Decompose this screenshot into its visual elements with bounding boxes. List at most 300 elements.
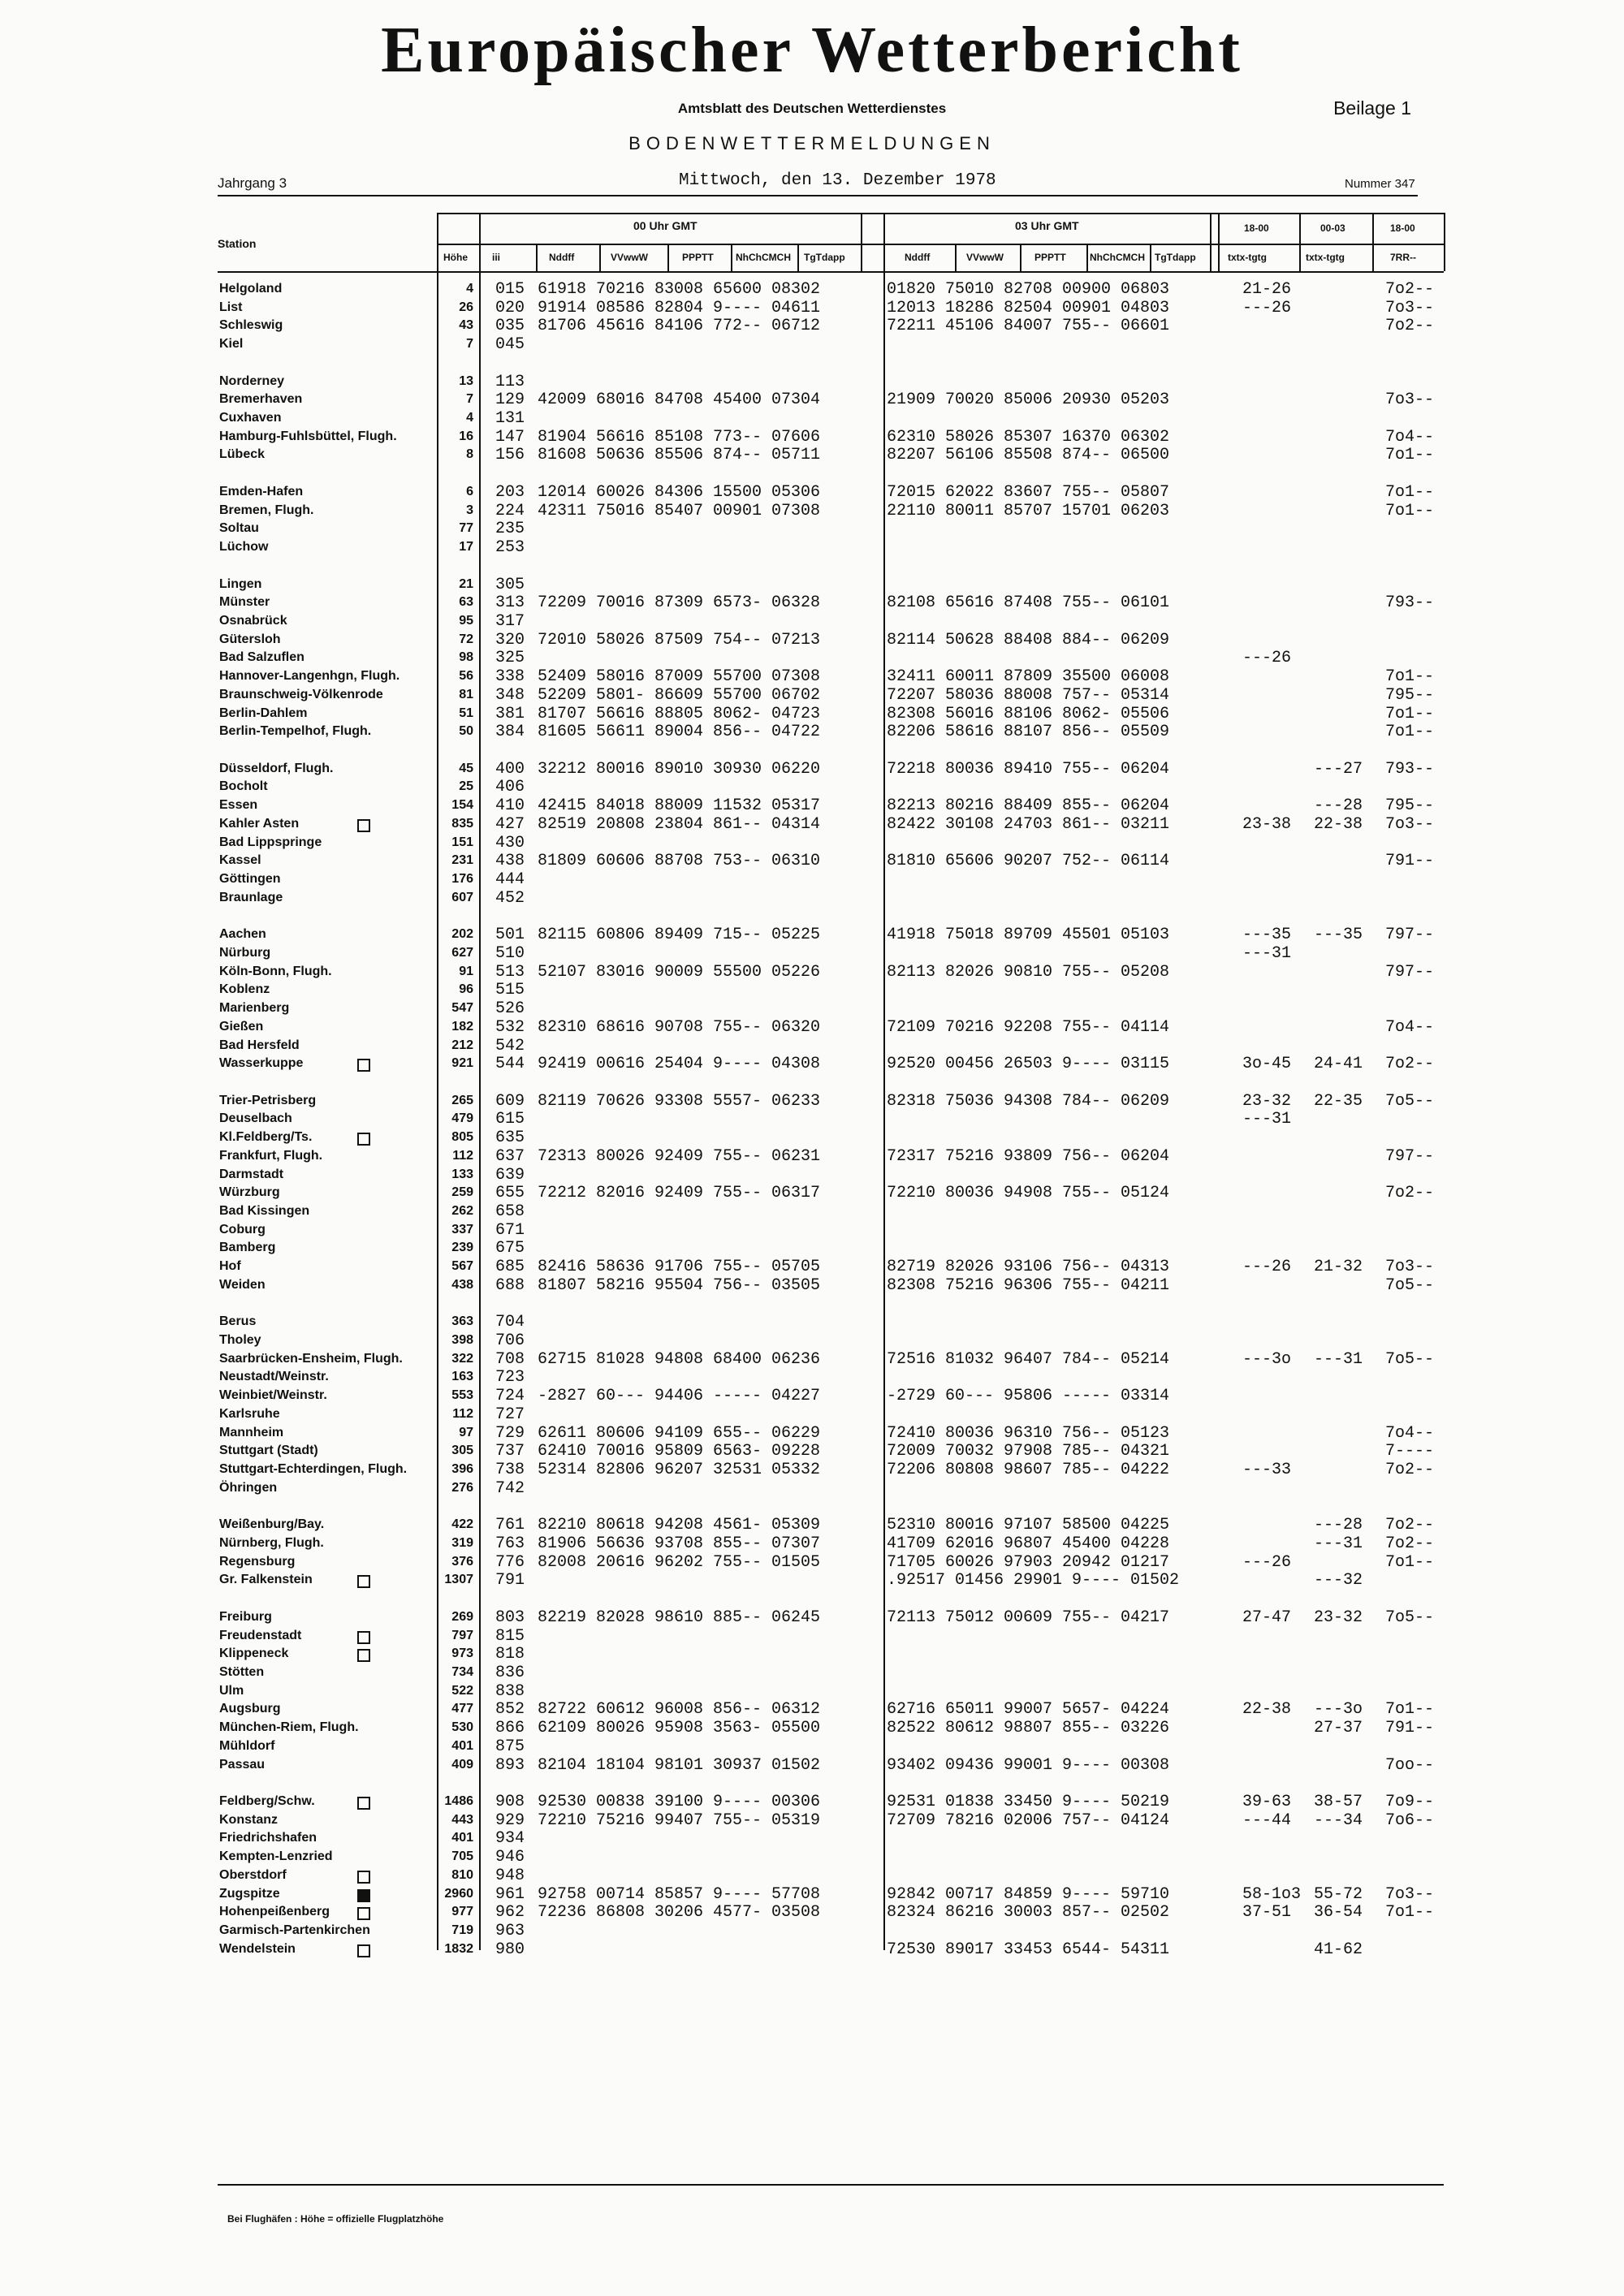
station-name: Berlin-Dahlem bbox=[219, 706, 308, 720]
txtg-18-00: ---31 bbox=[1242, 943, 1292, 963]
station-height: 112 bbox=[452, 1406, 473, 1421]
station-height: 376 bbox=[451, 1554, 473, 1569]
obs-03: 93402 09436 99001 9---- 00308 bbox=[887, 1755, 1170, 1775]
txtg-18-00: 23-38 bbox=[1242, 814, 1292, 834]
txtg-18-00: ---3o bbox=[1242, 1349, 1292, 1369]
obs-03: 72317 75216 93809 756-- 06204 bbox=[887, 1146, 1170, 1166]
station-iii: 020 bbox=[495, 298, 525, 317]
station-name: Koblenz bbox=[219, 982, 270, 997]
obs-03: 72210 80036 94908 755-- 05124 bbox=[887, 1184, 1170, 1203]
obs-00: 72236 86808 30206 4577- 03508 bbox=[538, 1903, 821, 1923]
station-height: 719 bbox=[451, 1923, 473, 1938]
station-iii: 348 bbox=[495, 685, 525, 705]
rr-18-00: 7o5-- bbox=[1385, 1275, 1435, 1295]
hoehe-header: Höhe bbox=[443, 252, 468, 263]
station-name: Wasserkuppe bbox=[219, 1056, 304, 1071]
station-height: 51 bbox=[459, 706, 473, 720]
station-name: Bad Hersfeld bbox=[219, 1038, 300, 1052]
station-name: Bocholt bbox=[219, 779, 268, 794]
rr-18-00: 7o1-- bbox=[1385, 704, 1435, 723]
rr-18-00: 791-- bbox=[1385, 852, 1435, 871]
mountain-station-marker bbox=[357, 1907, 370, 1920]
station-name: Gießen bbox=[219, 1019, 264, 1034]
rr-18-00: 791-- bbox=[1385, 1719, 1435, 1738]
station-iii: 866 bbox=[495, 1719, 525, 1738]
obs-03: 82113 82026 90810 755-- 05208 bbox=[887, 962, 1170, 982]
station-iii: 875 bbox=[495, 1737, 525, 1756]
station-iii: 946 bbox=[495, 1848, 525, 1867]
obs-00: 82210 80618 94208 4561- 05309 bbox=[538, 1516, 821, 1535]
obs-00: 12014 60026 84306 15500 05306 bbox=[538, 482, 821, 502]
station-height: 63 bbox=[459, 595, 473, 610]
station-height: 734 bbox=[451, 1665, 473, 1679]
obs-03: 72218 80036 89410 755-- 06204 bbox=[887, 759, 1170, 779]
group-00-header: 00 Uhr GMT bbox=[633, 219, 698, 232]
station-name: Oberstdorf bbox=[219, 1867, 287, 1882]
col-rule bbox=[1020, 244, 1021, 271]
station-height: 1486 bbox=[444, 1794, 473, 1809]
obs-03: 72530 89017 33453 6544- 54311 bbox=[887, 1940, 1170, 1959]
station-height: 17 bbox=[459, 540, 473, 555]
station-name: Berlin-Tempelhof, Flugh. bbox=[219, 724, 372, 739]
station-name: Braunschweig-Völkenrode bbox=[219, 687, 383, 701]
station-name: Öhringen bbox=[219, 1480, 278, 1495]
station-iii: 737 bbox=[495, 1442, 525, 1461]
txtg-18-00: ---35 bbox=[1242, 926, 1292, 945]
station-iii: 961 bbox=[495, 1884, 525, 1904]
station-height: 112 bbox=[452, 1148, 473, 1163]
obs-03: 82308 75216 96306 755-- 04211 bbox=[887, 1275, 1170, 1295]
obs-00: 72210 75216 99407 755-- 05319 bbox=[538, 1810, 821, 1830]
txtg-00-03: 24-41 bbox=[1314, 1055, 1363, 1074]
col-header: PPPTT bbox=[682, 252, 714, 263]
station-name: Kiel bbox=[219, 337, 244, 352]
station-name: Bremerhaven bbox=[219, 392, 303, 407]
extra-col-rule-2 bbox=[1372, 213, 1374, 271]
station-name: Stuttgart (Stadt) bbox=[219, 1444, 318, 1458]
obs-00: 62410 70016 95809 6563- 09228 bbox=[538, 1442, 821, 1461]
station-height: 21 bbox=[459, 576, 473, 591]
obs-03: 62716 65011 99007 5657- 04224 bbox=[887, 1700, 1170, 1720]
station-iii: 671 bbox=[495, 1220, 525, 1240]
station-iii: 637 bbox=[495, 1146, 525, 1166]
obs-03: 82522 80612 98807 855-- 03226 bbox=[887, 1719, 1170, 1738]
obs-00: 82416 58636 91706 755-- 05705 bbox=[538, 1258, 821, 1277]
station-iii: 615 bbox=[495, 1110, 525, 1129]
txtg-00-03: 36-54 bbox=[1314, 1903, 1363, 1923]
txtg-18-00: 23-32 bbox=[1242, 1091, 1292, 1111]
station-height: 98 bbox=[459, 650, 473, 665]
rr-18-00: 7o1-- bbox=[1385, 501, 1435, 520]
station-iii: 253 bbox=[495, 538, 525, 558]
station-name: Mannheim bbox=[219, 1425, 284, 1439]
station-height: 522 bbox=[451, 1683, 473, 1698]
station-iii: 704 bbox=[495, 1313, 525, 1332]
station-iii: 320 bbox=[495, 630, 525, 650]
station-name: Aachen bbox=[219, 927, 266, 942]
beilage-label: Beilage 1 bbox=[1333, 97, 1411, 119]
obs-03: 72113 75012 00609 755-- 04217 bbox=[887, 1608, 1170, 1627]
txtg-00-03: 27-37 bbox=[1314, 1719, 1363, 1738]
obs-03: 81810 65606 90207 752-- 06114 bbox=[887, 852, 1170, 871]
station-height: 212 bbox=[451, 1038, 473, 1052]
station-height: 810 bbox=[451, 1867, 473, 1882]
rr-18-00: 793-- bbox=[1385, 759, 1435, 779]
station-name: Feldberg/Schw. bbox=[219, 1794, 315, 1809]
station-iii: 381 bbox=[495, 704, 525, 723]
obs-00: 92419 00616 25404 9---- 04308 bbox=[538, 1055, 821, 1074]
mountain-station-marker bbox=[357, 1889, 370, 1902]
station-iii: 639 bbox=[495, 1165, 525, 1185]
station-iii: 776 bbox=[495, 1552, 525, 1572]
station-name: Frankfurt, Flugh. bbox=[219, 1148, 323, 1163]
station-height: 8 bbox=[466, 447, 473, 462]
subtitle: Amtsblatt des Deutschen Wetterdienstes bbox=[677, 101, 947, 116]
station-name: Lübeck bbox=[219, 447, 266, 462]
col-header: PPPTT bbox=[1034, 252, 1066, 263]
station-iii: 045 bbox=[495, 335, 525, 355]
station-height: 239 bbox=[451, 1241, 473, 1255]
col-rule bbox=[667, 244, 669, 271]
col-header: VVwwW bbox=[966, 252, 1004, 263]
station-iii: 129 bbox=[495, 391, 525, 410]
txtg-00-03: ---3o bbox=[1314, 1700, 1363, 1720]
station-height: 805 bbox=[451, 1130, 473, 1145]
station-iii: 738 bbox=[495, 1461, 525, 1480]
station-iii: 452 bbox=[495, 888, 525, 908]
station-iii: 838 bbox=[495, 1681, 525, 1701]
station-name: Essen bbox=[219, 798, 258, 813]
rr-18-00: 7o9-- bbox=[1385, 1793, 1435, 1812]
obs-00: 52314 82806 96207 32531 05332 bbox=[538, 1461, 821, 1480]
station-iii: 400 bbox=[495, 759, 525, 779]
station-name: Klippeneck bbox=[219, 1646, 289, 1661]
station-height: 96 bbox=[459, 982, 473, 997]
station-height: 567 bbox=[451, 1259, 473, 1274]
extra-header: 18-00 bbox=[1390, 222, 1415, 234]
station-height: 835 bbox=[451, 816, 473, 831]
station-name: Saarbrücken-Ensheim, Flugh. bbox=[219, 1351, 403, 1366]
station-name: Marienberg bbox=[219, 1001, 290, 1016]
station-iii: 427 bbox=[495, 814, 525, 834]
station-height: 3 bbox=[466, 503, 473, 517]
rr-18-00: 7o3-- bbox=[1385, 1884, 1435, 1904]
col-header: Nddff bbox=[549, 252, 575, 263]
station-name: Bad Salzuflen bbox=[219, 650, 304, 665]
station-name: Garmisch-Partenkirchen bbox=[219, 1923, 370, 1938]
station-height: 305 bbox=[451, 1444, 473, 1458]
station-height: 977 bbox=[451, 1905, 473, 1919]
rr-18-00: 7o5-- bbox=[1385, 1608, 1435, 1627]
txtg-00-03: ---28 bbox=[1314, 796, 1363, 816]
station-name: Lingen bbox=[219, 576, 262, 591]
rr-18-00: 793-- bbox=[1385, 593, 1435, 613]
group00-end-rule bbox=[861, 213, 862, 271]
col-header: TgTdapp bbox=[1155, 252, 1196, 263]
station-name: Osnabrück bbox=[219, 613, 287, 628]
station-iii: 338 bbox=[495, 667, 525, 687]
station-name: Coburg bbox=[219, 1222, 266, 1236]
txtg-18-00: ---26 bbox=[1242, 1552, 1292, 1572]
station-height: 2960 bbox=[444, 1886, 473, 1901]
col-rule bbox=[599, 244, 601, 271]
station-iii: 706 bbox=[495, 1331, 525, 1351]
station-height: 50 bbox=[459, 724, 473, 739]
obs-00: 72313 80026 92409 755-- 06231 bbox=[538, 1146, 821, 1166]
station-iii: 317 bbox=[495, 611, 525, 631]
col-header: Nddff bbox=[905, 252, 931, 263]
extra-start-rule bbox=[1218, 213, 1220, 271]
station-height: 319 bbox=[451, 1535, 473, 1550]
extra-header: 18-00 bbox=[1244, 222, 1269, 234]
rr-18-00: 7o6-- bbox=[1385, 1810, 1435, 1830]
station-iii: 675 bbox=[495, 1239, 525, 1258]
rr-18-00: 7oo-- bbox=[1385, 1755, 1435, 1775]
rr-18-00: 797-- bbox=[1385, 926, 1435, 945]
station-iii: 658 bbox=[495, 1202, 525, 1221]
station-name: List bbox=[219, 300, 243, 314]
station-height: 396 bbox=[451, 1462, 473, 1477]
section-title: BODENWETTERMELDUNGEN bbox=[628, 133, 996, 153]
rr-18-00: 7o2-- bbox=[1385, 1516, 1435, 1535]
station-iii: 532 bbox=[495, 1017, 525, 1037]
txtg-18-00: ---26 bbox=[1242, 649, 1292, 668]
station-iii: 224 bbox=[495, 501, 525, 520]
station-height: 259 bbox=[451, 1185, 473, 1200]
station-iii: 791 bbox=[495, 1571, 525, 1590]
station-iii: 727 bbox=[495, 1405, 525, 1424]
station-name: München-Riem, Flugh. bbox=[219, 1720, 359, 1735]
obs-03: 72211 45106 84007 755-- 06601 bbox=[887, 317, 1170, 336]
obs-03: 72410 80036 96310 756-- 05123 bbox=[887, 1423, 1170, 1443]
station-height: 438 bbox=[451, 1277, 473, 1292]
rr-18-00: 7o2-- bbox=[1385, 1461, 1435, 1480]
txtg-00-03: 55-72 bbox=[1314, 1884, 1363, 1904]
obs-00: 82722 60612 96008 856-- 06312 bbox=[538, 1700, 821, 1720]
station-name: Bremen, Flugh. bbox=[219, 503, 314, 517]
station-name: Göttingen bbox=[219, 872, 281, 887]
station-name: Norderney bbox=[219, 373, 285, 388]
station-height: 7 bbox=[466, 392, 473, 407]
obs-03: 01820 75010 82708 00900 06803 bbox=[887, 280, 1170, 299]
group-03-header: 03 Uhr GMT bbox=[1015, 219, 1079, 232]
col-rule bbox=[1150, 244, 1151, 271]
obs-00: 82219 82028 98610 885-- 06245 bbox=[538, 1608, 821, 1627]
txtg-00-03: 23-32 bbox=[1314, 1608, 1363, 1627]
station-iii: 761 bbox=[495, 1516, 525, 1535]
obs-03: 82114 50628 88408 884-- 06209 bbox=[887, 630, 1170, 650]
obs-00: 62611 80606 94109 655-- 06229 bbox=[538, 1423, 821, 1443]
txtg-00-03: ---32 bbox=[1314, 1571, 1363, 1590]
station-iii: 235 bbox=[495, 520, 525, 539]
obs-00: 81608 50636 85506 874-- 05711 bbox=[538, 446, 821, 465]
station-iii: 384 bbox=[495, 723, 525, 742]
station-iii: 430 bbox=[495, 833, 525, 852]
station-name: Neustadt/Weinstr. bbox=[219, 1370, 329, 1384]
rr-18-00: 7o2-- bbox=[1385, 280, 1435, 299]
station-iii: 542 bbox=[495, 1036, 525, 1055]
obs-00: 82008 20616 96202 755-- 01505 bbox=[538, 1552, 821, 1572]
station-iii: 444 bbox=[495, 870, 525, 890]
txtg-18-00: 3o-45 bbox=[1242, 1055, 1292, 1074]
station-name: Nürnberg, Flugh. bbox=[219, 1535, 324, 1550]
station-iii: 113 bbox=[495, 372, 525, 391]
station-name: Bamberg bbox=[219, 1241, 276, 1255]
station-height: 276 bbox=[451, 1480, 473, 1495]
obs-03: 22110 80011 85707 15701 06203 bbox=[887, 501, 1170, 520]
station-name: Braunlage bbox=[219, 890, 283, 904]
obs-03: 82308 56016 88106 8062- 05506 bbox=[887, 704, 1170, 723]
obs-03: 71705 60026 97903 20942 01217 bbox=[887, 1552, 1170, 1572]
station-height: 176 bbox=[451, 872, 473, 887]
station-height: 409 bbox=[451, 1757, 473, 1772]
extra-end-rule bbox=[1444, 213, 1445, 271]
obs-00: 62109 80026 95908 3563- 05500 bbox=[538, 1719, 821, 1738]
obs-03: 52310 80016 97107 58500 04225 bbox=[887, 1516, 1170, 1535]
group03-start-rule bbox=[883, 213, 885, 1950]
txtg-18-00: ---26 bbox=[1242, 1258, 1292, 1277]
obs-03: 72109 70216 92208 755-- 04114 bbox=[887, 1017, 1170, 1037]
obs-03: 21909 70020 85006 20930 05203 bbox=[887, 391, 1170, 410]
txtg-18-00: ---31 bbox=[1242, 1110, 1292, 1129]
station-height: 921 bbox=[451, 1056, 473, 1071]
header-top-rule bbox=[437, 213, 1444, 214]
station-height: 7 bbox=[466, 337, 473, 352]
station-height: 13 bbox=[459, 373, 473, 388]
mountain-station-marker bbox=[357, 1575, 370, 1588]
obs-00: 42415 84018 88009 11532 05317 bbox=[538, 796, 821, 816]
obs-03: 82324 86216 30003 857-- 02502 bbox=[887, 1903, 1170, 1923]
station-height: 422 bbox=[451, 1517, 473, 1532]
mountain-station-marker bbox=[357, 1649, 370, 1662]
station-iii: 526 bbox=[495, 999, 525, 1019]
rr-18-00: 7o4-- bbox=[1385, 1017, 1435, 1037]
station-iii: 729 bbox=[495, 1423, 525, 1443]
obs-00: 92530 00838 39100 9---- 00306 bbox=[538, 1793, 821, 1812]
txtg-18-00: ---44 bbox=[1242, 1810, 1292, 1830]
obs-00: 52209 5801- 86609 55700 06702 bbox=[538, 685, 821, 705]
station-height: 4 bbox=[466, 282, 473, 296]
station-height: 202 bbox=[451, 927, 473, 942]
rr-18-00: 7o3-- bbox=[1385, 391, 1435, 410]
station-height: 95 bbox=[459, 613, 473, 628]
col-rule bbox=[731, 244, 732, 271]
station-iii: 655 bbox=[495, 1184, 525, 1203]
txtg-18-00: 21-26 bbox=[1242, 280, 1292, 299]
station-iii: 203 bbox=[495, 482, 525, 502]
rr-18-00: 7o1-- bbox=[1385, 446, 1435, 465]
obs-03: 72009 70032 97908 785-- 04321 bbox=[887, 1442, 1170, 1461]
obs-00: 81906 56636 93708 855-- 07307 bbox=[538, 1534, 821, 1553]
obs-03: 92520 00456 26503 9---- 03115 bbox=[887, 1055, 1170, 1074]
col-rule bbox=[536, 244, 538, 271]
col-rule bbox=[797, 244, 799, 271]
txtg-18-00: ---26 bbox=[1242, 298, 1292, 317]
station-height: 607 bbox=[451, 890, 473, 904]
station-iii: 948 bbox=[495, 1866, 525, 1885]
station-iii: 513 bbox=[495, 962, 525, 982]
station-name: Münster bbox=[219, 595, 270, 610]
rr-18-00: 7---- bbox=[1385, 1442, 1435, 1461]
station-iii: 963 bbox=[495, 1922, 525, 1941]
station-name: Soltau bbox=[219, 521, 259, 536]
txtg-00-03: 38-57 bbox=[1314, 1793, 1363, 1812]
txtg-00-03: 21-32 bbox=[1314, 1258, 1363, 1277]
rr-18-00: 7o2-- bbox=[1385, 1534, 1435, 1553]
mountain-station-marker bbox=[357, 819, 370, 832]
station-iii: 313 bbox=[495, 593, 525, 613]
rr-18-00: 7o1-- bbox=[1385, 723, 1435, 742]
station-height: 269 bbox=[451, 1609, 473, 1624]
station-iii: 635 bbox=[495, 1129, 525, 1148]
header-mid-rule bbox=[437, 244, 1444, 245]
station-iii: 818 bbox=[495, 1645, 525, 1664]
obs-03: 82719 82026 93106 756-- 04313 bbox=[887, 1258, 1170, 1277]
rr-18-00: 7o3-- bbox=[1385, 1258, 1435, 1277]
obs-03: 82213 80216 88409 855-- 06204 bbox=[887, 796, 1170, 816]
obs-00: 92758 00714 85857 9---- 57708 bbox=[538, 1884, 821, 1904]
footer-rule bbox=[218, 2184, 1444, 2186]
issue-date: Mittwoch, den 13. Dezember 1978 bbox=[679, 171, 996, 190]
station-iii: 815 bbox=[495, 1626, 525, 1646]
col-header: TgTdapp bbox=[804, 252, 845, 263]
station-iii: 724 bbox=[495, 1387, 525, 1406]
station-iii: 893 bbox=[495, 1755, 525, 1775]
station-height: 401 bbox=[451, 1738, 473, 1753]
station-height: 6 bbox=[466, 484, 473, 498]
mountain-station-marker bbox=[357, 1059, 370, 1072]
obs-00: 81807 58216 95504 756-- 03505 bbox=[538, 1275, 821, 1295]
txtg-00-03: ---34 bbox=[1314, 1810, 1363, 1830]
obs-03: 82207 56106 85508 874-- 06500 bbox=[887, 446, 1170, 465]
obs-00: 32212 80016 89010 30930 06220 bbox=[538, 759, 821, 779]
obs-00: 42009 68016 84708 45400 07304 bbox=[538, 391, 821, 410]
obs-00: 81707 56616 88805 8062- 04723 bbox=[538, 704, 821, 723]
station-iii: 685 bbox=[495, 1258, 525, 1277]
station-name: Köln-Bonn, Flugh. bbox=[219, 964, 332, 978]
station-iii: 515 bbox=[495, 981, 525, 1000]
station-name: Gütersloh bbox=[219, 632, 281, 646]
col-rule bbox=[955, 244, 957, 271]
obs-00: 81809 60606 88708 753-- 06310 bbox=[538, 852, 821, 871]
mountain-station-marker bbox=[357, 1631, 370, 1644]
obs-00: 52107 83016 90009 55500 05226 bbox=[538, 962, 821, 982]
obs-00: 81904 56616 85108 773-- 07606 bbox=[538, 427, 821, 447]
header-rule bbox=[218, 195, 1418, 196]
station-name: Augsburg bbox=[219, 1702, 281, 1716]
station-iii: 836 bbox=[495, 1664, 525, 1682]
station-iii: 035 bbox=[495, 317, 525, 336]
station-iii: 723 bbox=[495, 1368, 525, 1388]
station-iii: 510 bbox=[495, 943, 525, 963]
obs-03: .92517 01456 29901 9---- 01502 bbox=[887, 1571, 1180, 1590]
station-height: 797 bbox=[451, 1628, 473, 1642]
station-name: Weinbiet/Weinstr. bbox=[219, 1388, 327, 1403]
txtg-18-00: 39-63 bbox=[1242, 1793, 1292, 1812]
col-header: NhChCMCH bbox=[736, 252, 791, 263]
station-name: Deuselbach bbox=[219, 1111, 292, 1126]
rr-18-00: 7o3-- bbox=[1385, 814, 1435, 834]
station-iii: 015 bbox=[495, 280, 525, 299]
station-iii: 131 bbox=[495, 409, 525, 429]
rr-18-00: 795-- bbox=[1385, 685, 1435, 705]
obs-03: 72206 80808 98607 785-- 04222 bbox=[887, 1461, 1170, 1480]
jahrgang: Jahrgang 3 bbox=[218, 175, 287, 191]
station-height: 154 bbox=[451, 798, 473, 813]
station-height: 25 bbox=[459, 779, 473, 794]
header-bottom-rule bbox=[218, 271, 1444, 273]
station-height: 337 bbox=[451, 1222, 473, 1236]
